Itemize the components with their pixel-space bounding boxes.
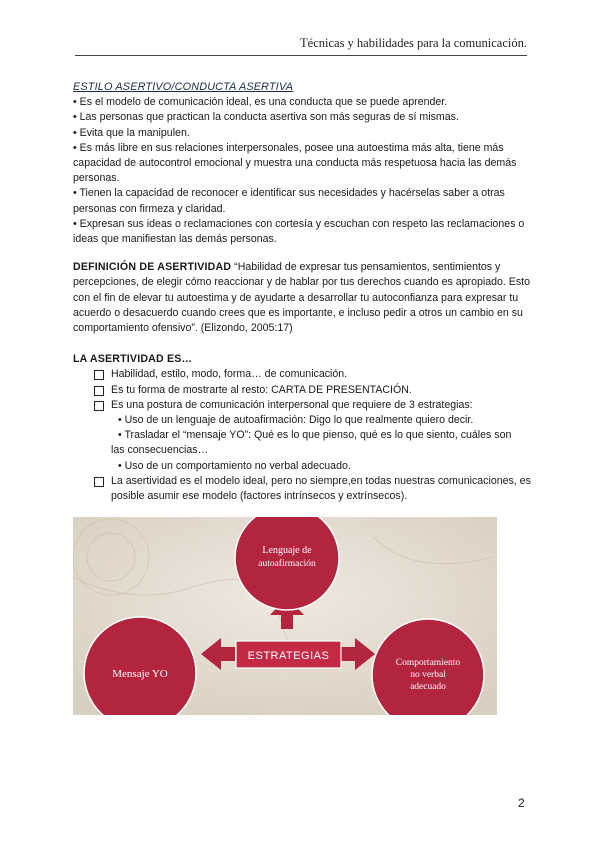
page-header: Técnicas y habilidades para la comunicación. [300, 36, 527, 50]
center-label: ESTRATEGIAS [247, 650, 330, 662]
page-number: 2 [518, 796, 525, 810]
strategies-diagram [73, 517, 497, 715]
asertividad-title: LA ASERTIVIDAD ES… [73, 353, 193, 366]
strategy-item: • Uso de un comportamiento no verbal adecuado. [118, 459, 351, 472]
checkbox-icon [94, 386, 104, 396]
strategy-item: • Uso de un lenguaje de autoafirmación: Digo lo que realmente quiero decir. [118, 414, 474, 427]
top-circle-label-line2: autoafirmación [258, 559, 316, 569]
checkbox-icon [94, 477, 104, 487]
definition-text: “Habilidad de expresar tus pensamientos, sentimientos y percepciones, de elegir cómo reaccionar y de hablar por tus derechos cuando es apropiado. Esto con el fin de elevar tu autoestima y de ayudarte a desarrollar tu autoconfianza para expresar tu acuerdo o desacuerdo cuando crees que es importante, e incluso pedir a otros un cambio en su comportamiento ofensivo”. (Elizondo, 2005:17) [73, 261, 530, 335]
checklist-item: La asertividad es el modelo ideal, pero no siempre,en todas nuestras comunicaciones, es posible asumir ese modelo (factores intrínsecos y extrínsecos). [73, 474, 533, 504]
header-divider [75, 55, 527, 56]
strategies-diagram-svg [73, 517, 497, 715]
checklist-item: Habilidad, estilo, modo, forma… de comunicación. [73, 367, 533, 382]
definition-paragraph [73, 260, 533, 336]
bullet-item: • Tienen la capacidad de reconocer e identificar sus necesidades y hacérselas saber a otras personas con firmeza y claridad. [73, 187, 505, 215]
checkbox-icon [94, 370, 104, 380]
definition-title: DEFINICIÓN DE ASERTIVIDAD [73, 261, 232, 274]
right-circle-label-line3: adecuado [410, 682, 446, 692]
bullet-item: • Es más libre en sus relaciones interpersonales, posee una autoestima más alta, tiene más capacidad de autocontrol emocional y muestra una conducta más respetuosa hacia las demás personas. [73, 141, 517, 185]
strategy-item-continued: las consecuencias… [111, 444, 209, 457]
right-circle-label-line2: no verbal [410, 670, 446, 680]
left-circle-label: Mensaje YO [112, 668, 168, 680]
bullet-item: • Es el modelo de comunicación ideal, es una conducta que se puede aprender. [73, 96, 448, 109]
bullet-item: • Evita que la manipulen. [73, 126, 190, 139]
checklist-item: Es una postura de comunicación interpersonal que requiere de 3 estrategias: [73, 398, 533, 413]
bullet-item: • Expresan sus ideas o reclamaciones con cortesía y escuchan con respeto las reclamaciones o ideas que manifiestan las demás personas. [73, 217, 525, 246]
right-circle-label-line1: Comportamiento [395, 658, 461, 668]
strategy-item: • Trasladar el “mensaje YO”: Qué es lo que pienso, qué es lo que siento, cuáles son [118, 429, 512, 442]
section-title-estilo-asertivo: ESTILO ASERTIVO/CONDUCTA ASERTIVA [73, 81, 294, 93]
bullet-item: • Las personas que practican la conducta asertiva son más seguras de sí mismas. [73, 111, 459, 124]
checklist-item: Es tu forma de mostrarte al resto: CARTA DE PRESENTACIÓN. [73, 383, 533, 398]
page-content [73, 80, 533, 504]
top-circle-label-line1: Lenguaje de [262, 545, 312, 556]
checkbox-icon [94, 401, 104, 411]
